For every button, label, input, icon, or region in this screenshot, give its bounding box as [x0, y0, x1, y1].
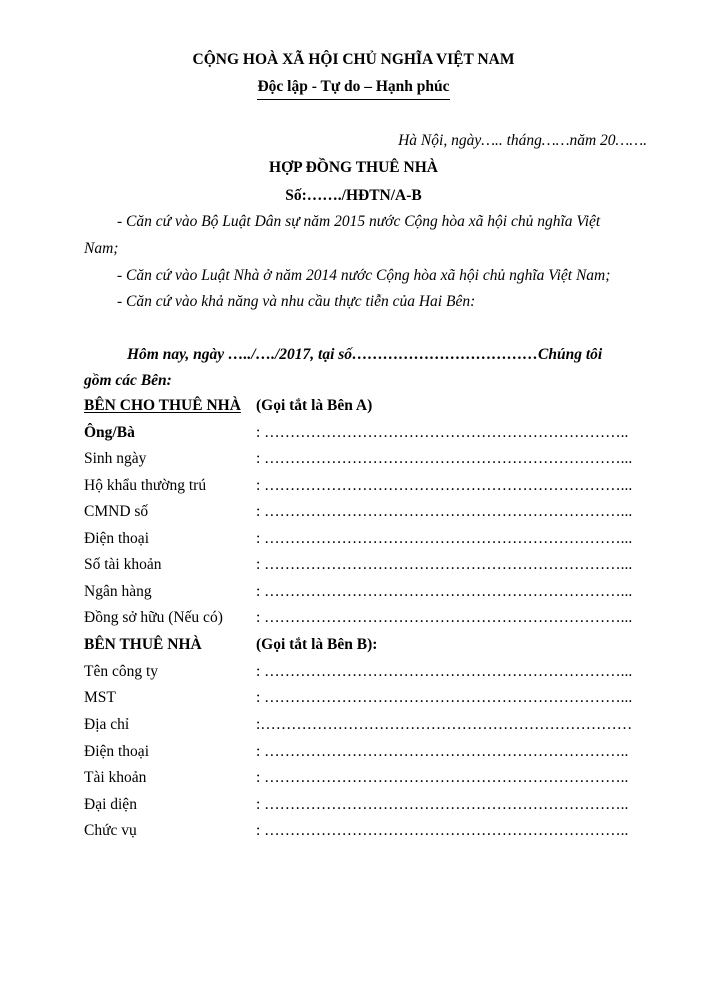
- field-value: : ……………………………………………………………...: [256, 530, 633, 547]
- party-a-heading-row: [84, 394, 654, 418]
- field-label: Ông/Bà: [84, 424, 135, 441]
- party-a-heading: BÊN CHO THUÊ NHÀ: [84, 397, 241, 414]
- field-label: Điện thoại: [84, 743, 149, 760]
- field-label: Địa chỉ: [84, 716, 130, 733]
- field-label: Đại diện: [84, 796, 137, 813]
- field-value: : ……………………………………………………………...: [256, 556, 633, 573]
- party-a-field-account: [84, 553, 654, 577]
- field-value: : ……………………………………………………………..: [256, 822, 629, 839]
- intro-line-1: Hôm nay, ngày …../…./2017, tại số………………………………Chúng tôi: [127, 346, 603, 363]
- field-value: : ……………………………………………………………..: [256, 796, 629, 813]
- motto: Độc lập - Tự do – Hạnh phúc: [257, 77, 449, 100]
- field-label: Hộ khẩu thường trú: [84, 477, 207, 494]
- party-b-heading-row: [84, 633, 654, 657]
- field-value: : ……………………………………………………………...: [256, 477, 633, 494]
- motto-wrapper: [0, 77, 707, 100]
- field-label: Đồng sở hữu (Nếu có): [84, 609, 223, 626]
- contract-number: Số:……./HĐTN/A-B: [285, 187, 422, 204]
- field-label: Chức vụ: [84, 822, 137, 839]
- field-value: : ……………………………………………………………..: [256, 769, 629, 786]
- field-value: : ……………………………………………………………...: [256, 450, 633, 467]
- field-label: MST: [84, 689, 116, 706]
- field-value: : ……………………………………………………………...: [256, 583, 633, 600]
- party-a-field-residence: [84, 474, 654, 498]
- party-b-field-phone: [84, 740, 654, 764]
- field-label: Sinh ngày: [84, 450, 147, 467]
- party-b-field-tax-code: [84, 686, 654, 710]
- party-b-heading: BÊN THUÊ NHÀ: [84, 636, 202, 653]
- field-label: Tên công ty: [84, 663, 159, 680]
- party-b-field-account: [84, 766, 654, 790]
- field-value: : ……………………………………………………………..: [256, 743, 629, 760]
- date-line: Hà Nội, ngày….. tháng……năm 20…….: [398, 132, 647, 149]
- party-a-field-birthdate: [84, 447, 654, 471]
- field-label: Số tài khoản: [84, 556, 162, 573]
- field-label: Tài khoản: [84, 769, 147, 786]
- party-b-field-position: [84, 819, 654, 843]
- field-value: : ……………………………………………………………...: [256, 689, 633, 706]
- party-b-heading-note: (Gọi tắt là Bên B):: [256, 636, 378, 653]
- party-b-field-company: [84, 660, 654, 684]
- field-label: CMND số: [84, 503, 149, 520]
- party-a-field-bank: [84, 580, 654, 604]
- party-b-field-representative: [84, 793, 654, 817]
- field-value: : ……………………………………………………………...: [256, 663, 633, 680]
- basis-item-2: - Căn cứ vào Luật Nhà ở năm 2014 nước Cộng hòa xã hội chủ nghĩa Việt Nam;: [117, 267, 611, 284]
- basis-item-3: - Căn cứ vào khả năng và nhu cầu thực tiễn của Hai Bên:: [117, 293, 476, 310]
- field-label: Ngân hàng: [84, 583, 152, 600]
- field-value: : ……………………………………………………………..: [256, 424, 629, 441]
- basis-item-1: - Căn cứ vào Bộ Luật Dân sự năm 2015 nước Cộng hòa xã hội chủ nghĩa Việt: [117, 213, 601, 230]
- party-a-field-phone: [84, 527, 654, 551]
- basis-item-1-cont: Nam;: [84, 240, 119, 257]
- nation-heading: CỘNG HOÀ XÃ HỘI CHỦ NGHĨA VIỆT NAM: [192, 51, 515, 68]
- party-a-field-coowner: [84, 606, 654, 630]
- party-b-field-address: [84, 713, 654, 737]
- field-value: :………………………………………………………………: [256, 716, 633, 733]
- party-a-field-id: [84, 500, 654, 524]
- party-a-field-owner: [84, 421, 654, 445]
- field-value: : ……………………………………………………………...: [256, 609, 633, 626]
- intro-line-2: gồm các Bên:: [84, 372, 172, 389]
- party-a-heading-note: (Gọi tắt là Bên A): [256, 397, 373, 414]
- document-title: HỢP ĐỒNG THUÊ NHÀ: [269, 159, 438, 176]
- field-label: Điện thoại: [84, 530, 149, 547]
- field-value: : ……………………………………………………………...: [256, 503, 633, 520]
